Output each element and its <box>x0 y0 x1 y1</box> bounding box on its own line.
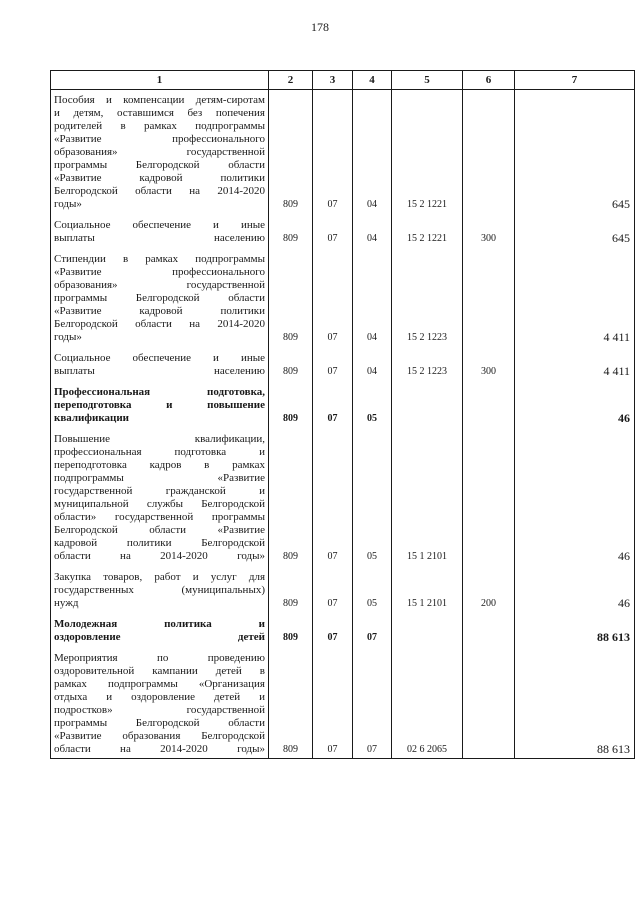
amount-cell: 46 <box>515 427 635 565</box>
row-name-line: «Развитие образования Белгородской <box>54 730 265 742</box>
row-name-line: «Развитие кадровой политики <box>54 172 265 184</box>
row-name-line: годы» <box>54 331 82 343</box>
table-header-row <box>51 71 635 90</box>
section-code-cell: 07 <box>313 612 353 646</box>
amount-cell: 46 <box>515 380 635 427</box>
row-name-line: переподготовка и повышение <box>54 399 265 411</box>
ministry-code-cell: 809 <box>269 565 313 612</box>
row-name-line: выплаты населению <box>54 365 265 377</box>
target-article-cell: 15 2 1221 <box>392 213 463 247</box>
budget-table <box>50 70 635 759</box>
table-row <box>51 646 635 759</box>
expense-type-cell <box>463 247 515 346</box>
target-article-cell: 15 2 1223 <box>392 346 463 380</box>
subsection-code-cell: 05 <box>353 427 392 565</box>
section-code-cell: 07 <box>313 427 353 565</box>
row-name-line: «Развитие профессионального <box>54 133 265 145</box>
amount-cell: 46 <box>515 565 635 612</box>
section-code-cell: 07 <box>313 346 353 380</box>
table-row <box>51 565 635 612</box>
row-name-line: Социальное обеспечение и иные <box>54 352 265 364</box>
row-name-line: Белгородской области на 2014-2020 <box>54 318 265 330</box>
row-name-line: квалификации <box>54 412 130 424</box>
section-code-cell: 07 <box>313 380 353 427</box>
row-name-line: области на 2014-2020 годы» <box>54 743 265 755</box>
ministry-code-cell: 809 <box>269 90 313 214</box>
subsection-code-cell: 04 <box>353 247 392 346</box>
ministry-code-cell: 809 <box>269 612 313 646</box>
row-name-line: оздоровительной кампании детей в <box>54 665 265 677</box>
subsection-code-cell: 04 <box>353 346 392 380</box>
expense-type-cell <box>463 380 515 427</box>
expense-type-cell <box>463 646 515 759</box>
row-name-cell <box>51 427 269 565</box>
row-name-cell <box>51 612 269 646</box>
target-article-cell: 15 2 1221 <box>392 90 463 214</box>
subsection-code-cell: 05 <box>353 565 392 612</box>
row-name-line: Молодежная политика и <box>54 618 265 630</box>
amount-cell: 645 <box>515 213 635 247</box>
ministry-code-cell: 809 <box>269 427 313 565</box>
row-name-line: рамках подпрограммы «Организация <box>54 678 265 690</box>
row-name-line: Белгородской области «Развитие <box>54 524 265 536</box>
row-name-line: родителей в рамках подпрограммы <box>54 120 265 132</box>
expense-type-cell: 300 <box>463 213 515 247</box>
expense-type-cell: 200 <box>463 565 515 612</box>
amount-cell: 4 411 <box>515 247 635 346</box>
section-code-cell: 07 <box>313 90 353 214</box>
row-name-line: «Развитие профессионального <box>54 266 265 278</box>
target-article-cell: 15 1 2101 <box>392 565 463 612</box>
table-row <box>51 346 635 380</box>
row-name-line: образования» государственной <box>54 146 265 158</box>
row-name-line: кадровой политики Белгородской <box>54 537 265 549</box>
table-row <box>51 213 635 247</box>
table-body <box>51 90 635 759</box>
subsection-code-cell: 07 <box>353 646 392 759</box>
subsection-code-cell: 05 <box>353 380 392 427</box>
section-code-cell: 07 <box>313 565 353 612</box>
row-name-line: нужд <box>54 597 79 609</box>
row-name-line: профессиональная подготовка и <box>54 446 265 458</box>
row-name-line: Пособия и компенсации детям-сиротам <box>54 94 265 106</box>
header-col-7: 7 <box>515 71 635 90</box>
row-name-line: выплаты населению <box>54 232 265 244</box>
row-name-cell <box>51 247 269 346</box>
header-col-5: 5 <box>392 71 463 90</box>
amount-cell: 645 <box>515 90 635 214</box>
expense-type-cell <box>463 90 515 214</box>
header-col-6: 6 <box>463 71 515 90</box>
row-name-line: Повышение квалификации, <box>54 433 265 445</box>
row-name-line: «Развитие кадровой политики <box>54 305 265 317</box>
ministry-code-cell: 809 <box>269 346 313 380</box>
target-article-cell <box>392 612 463 646</box>
header-col-1: 1 <box>51 71 269 90</box>
row-name-line: программы Белгородской области <box>54 292 265 304</box>
ministry-code-cell: 809 <box>269 247 313 346</box>
section-code-cell: 07 <box>313 213 353 247</box>
row-name-line: Мероприятия по проведению <box>54 652 265 664</box>
section-code-cell: 07 <box>313 646 353 759</box>
table-row <box>51 380 635 427</box>
row-name-cell <box>51 646 269 759</box>
row-name-line: и детям, оставшимся без попечения <box>54 107 265 119</box>
row-name-line: муниципальной службы Белгородской <box>54 498 265 510</box>
row-name-line: государственных (муниципальных) <box>54 584 265 596</box>
row-name-line: области» государственной программы <box>54 511 265 523</box>
table-row <box>51 90 635 214</box>
row-name-cell <box>51 565 269 612</box>
row-name-cell <box>51 346 269 380</box>
row-name-line: Закупка товаров, работ и услуг для <box>54 571 265 583</box>
row-name-line: Стипендии в рамках подпрограммы <box>54 253 265 265</box>
row-name-line: подростков» государственной <box>54 704 265 716</box>
row-name-line: годы» <box>54 198 82 210</box>
row-name-cell <box>51 213 269 247</box>
ministry-code-cell: 809 <box>269 646 313 759</box>
table-row <box>51 612 635 646</box>
header-col-4: 4 <box>353 71 392 90</box>
target-article-cell: 15 1 2101 <box>392 427 463 565</box>
amount-cell: 4 411 <box>515 346 635 380</box>
header-col-2: 2 <box>269 71 313 90</box>
target-article-cell: 02 6 2065 <box>392 646 463 759</box>
row-name-line: Профессиональная подготовка, <box>54 386 265 398</box>
expense-type-cell <box>463 427 515 565</box>
row-name-line: отдыха и оздоровление детей и <box>54 691 265 703</box>
page-number: 178 <box>311 20 329 34</box>
row-name-line: Белгородской области на 2014-2020 <box>54 185 265 197</box>
subsection-code-cell: 04 <box>353 213 392 247</box>
row-name-cell <box>51 380 269 427</box>
table-row <box>51 427 635 565</box>
subsection-code-cell: 07 <box>353 612 392 646</box>
row-name-line: программы Белгородской области <box>54 717 265 729</box>
ministry-code-cell: 809 <box>269 213 313 247</box>
amount-cell: 88 613 <box>515 612 635 646</box>
row-name-line: программы Белгородской области <box>54 159 265 171</box>
row-name-line: переподготовка кадров в рамках <box>54 459 265 471</box>
amount-cell: 88 613 <box>515 646 635 759</box>
target-article-cell <box>392 380 463 427</box>
row-name-line: области на 2014-2020 годы» <box>54 550 265 562</box>
header-col-3: 3 <box>313 71 353 90</box>
section-code-cell: 07 <box>313 247 353 346</box>
expense-type-cell: 300 <box>463 346 515 380</box>
target-article-cell: 15 2 1223 <box>392 247 463 346</box>
ministry-code-cell: 809 <box>269 380 313 427</box>
row-name-cell <box>51 90 269 214</box>
row-name-line: государственной гражданской и <box>54 485 265 497</box>
subsection-code-cell: 04 <box>353 90 392 214</box>
row-name-line: Социальное обеспечение и иные <box>54 219 265 231</box>
expense-type-cell <box>463 612 515 646</box>
table-row <box>51 247 635 346</box>
row-name-line: подпрограммы «Развитие <box>54 472 265 484</box>
row-name-line: оздоровление детей <box>54 631 265 643</box>
row-name-line: образования» государственной <box>54 279 265 291</box>
